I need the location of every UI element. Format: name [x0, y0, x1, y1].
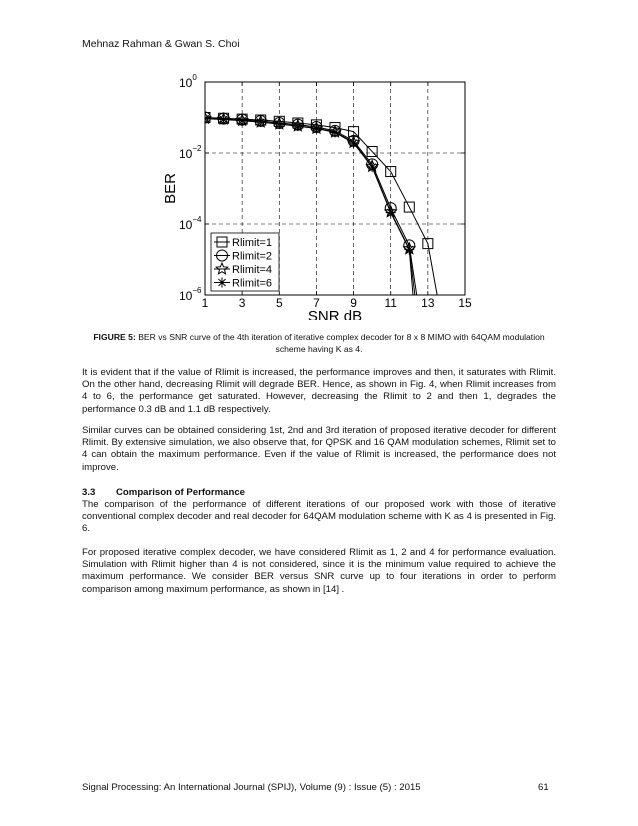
x-axis-label: SNR dB [307, 308, 363, 320]
paragraph-4: For proposed iterative complex decoder, we have considered Rlimit as 1, 2 and 4 for performance evaluation. Simulation with Rlimit higher than 4 is not considered, since it is the minimum value required to achieve the maximum performance. We consider BER versus SNR curve up to four iterations in order to perform comparison among maximum performance, as shown in [14] . [82, 547, 556, 595]
paragraph-1: It is evident that if the value of Rlimit is increased, the performance improves and then, it saturates with Rlimit. On the other hand, decreasing Rlimit will degrade BER. Hence, as shown in Fig. 4, when Rlimit increases from 4 to 6, the performance get saturated. However, decreasing the Rlimit to 2 and then 1, degrades the performance 0.3 dB and 1.1 dB respectively. [82, 367, 556, 415]
data-point-asterisk [386, 208, 396, 218]
ber-snr-chart [160, 72, 500, 320]
data-point-asterisk [219, 114, 229, 124]
paragraph-3: The comparison of the performance of different iterations of our proposed work with those of iterative conventional complex decoder and real decoder for 64QAM modulation scheme with K as 4 is presented in Fig. 6. [82, 499, 556, 535]
section-heading [82, 487, 245, 498]
legend [211, 233, 279, 291]
x-tick-label: 13 [421, 296, 435, 310]
x-tick-label: 11 [384, 296, 397, 310]
caption-text: BER vs SNR curve of the 4th iteration of iterative complex decoder for 8 x 8 MIMO with 64QAM modulation scheme having K as 4. [135, 332, 545, 354]
ber-snr-figure [160, 72, 500, 320]
data-point-asterisk [293, 121, 303, 131]
x-tick-label: 1 [201, 296, 209, 310]
legend-label: Rlimit=4 [232, 264, 273, 276]
data-point-asterisk [404, 245, 414, 255]
y-tick-label: $10^{-6}$ [179, 286, 202, 303]
data-point-asterisk [311, 123, 321, 133]
x-tick-label: 7 [313, 296, 320, 310]
data-point-asterisk [330, 127, 340, 137]
section-title: Comparison of Performance [116, 487, 246, 498]
x-tick-label: 9 [350, 296, 357, 310]
data-point-asterisk [200, 114, 210, 124]
legend-label: Rlimit=1 [232, 237, 273, 249]
data-point-asterisk [274, 119, 284, 129]
legend-label: Rlimit=2 [232, 250, 273, 263]
x-tick-label: 15 [458, 296, 472, 310]
legend-label: Rlimit=6 [232, 277, 273, 290]
figure-caption [82, 331, 556, 355]
legend-marker-asterisk [217, 278, 227, 288]
data-point-asterisk [256, 117, 266, 127]
data-point-asterisk [367, 162, 377, 172]
footer-journal: Signal Processing: An International Journal (SPIJ), Volume (9) : Issue (5) : 2015 [82, 782, 421, 793]
paragraph-2: Similar curves can be obtained considering 1st, 2nd and 3rd iteration of proposed iterative decoder for different Rlimit. By extensive simulation, we also observe that, for QPSK and 16 QAM modulation schemes, Rlimit set to 4 can obtain the maximum performance. Even if the value of Rlimit is increased, the performance does not improve. [82, 425, 556, 473]
section-number: 3.3 [82, 487, 96, 498]
running-header: Mehnaz Rahman & Gwan S. Choi [82, 38, 240, 50]
y-axis-label: BER [162, 173, 179, 204]
caption-label: FIGURE 5: [93, 332, 136, 342]
y-tick-label: $10^{-2}$ [179, 144, 202, 161]
x-tick-label: 5 [275, 296, 283, 310]
footer-page-number: 61 [538, 782, 549, 793]
y-tick-label: $10^{-4}$ [179, 215, 202, 232]
data-point-asterisk [349, 138, 359, 148]
data-point-asterisk [237, 116, 247, 126]
y-tick-label: $10^0$ [179, 73, 197, 90]
x-tick-label: 3 [238, 296, 246, 310]
